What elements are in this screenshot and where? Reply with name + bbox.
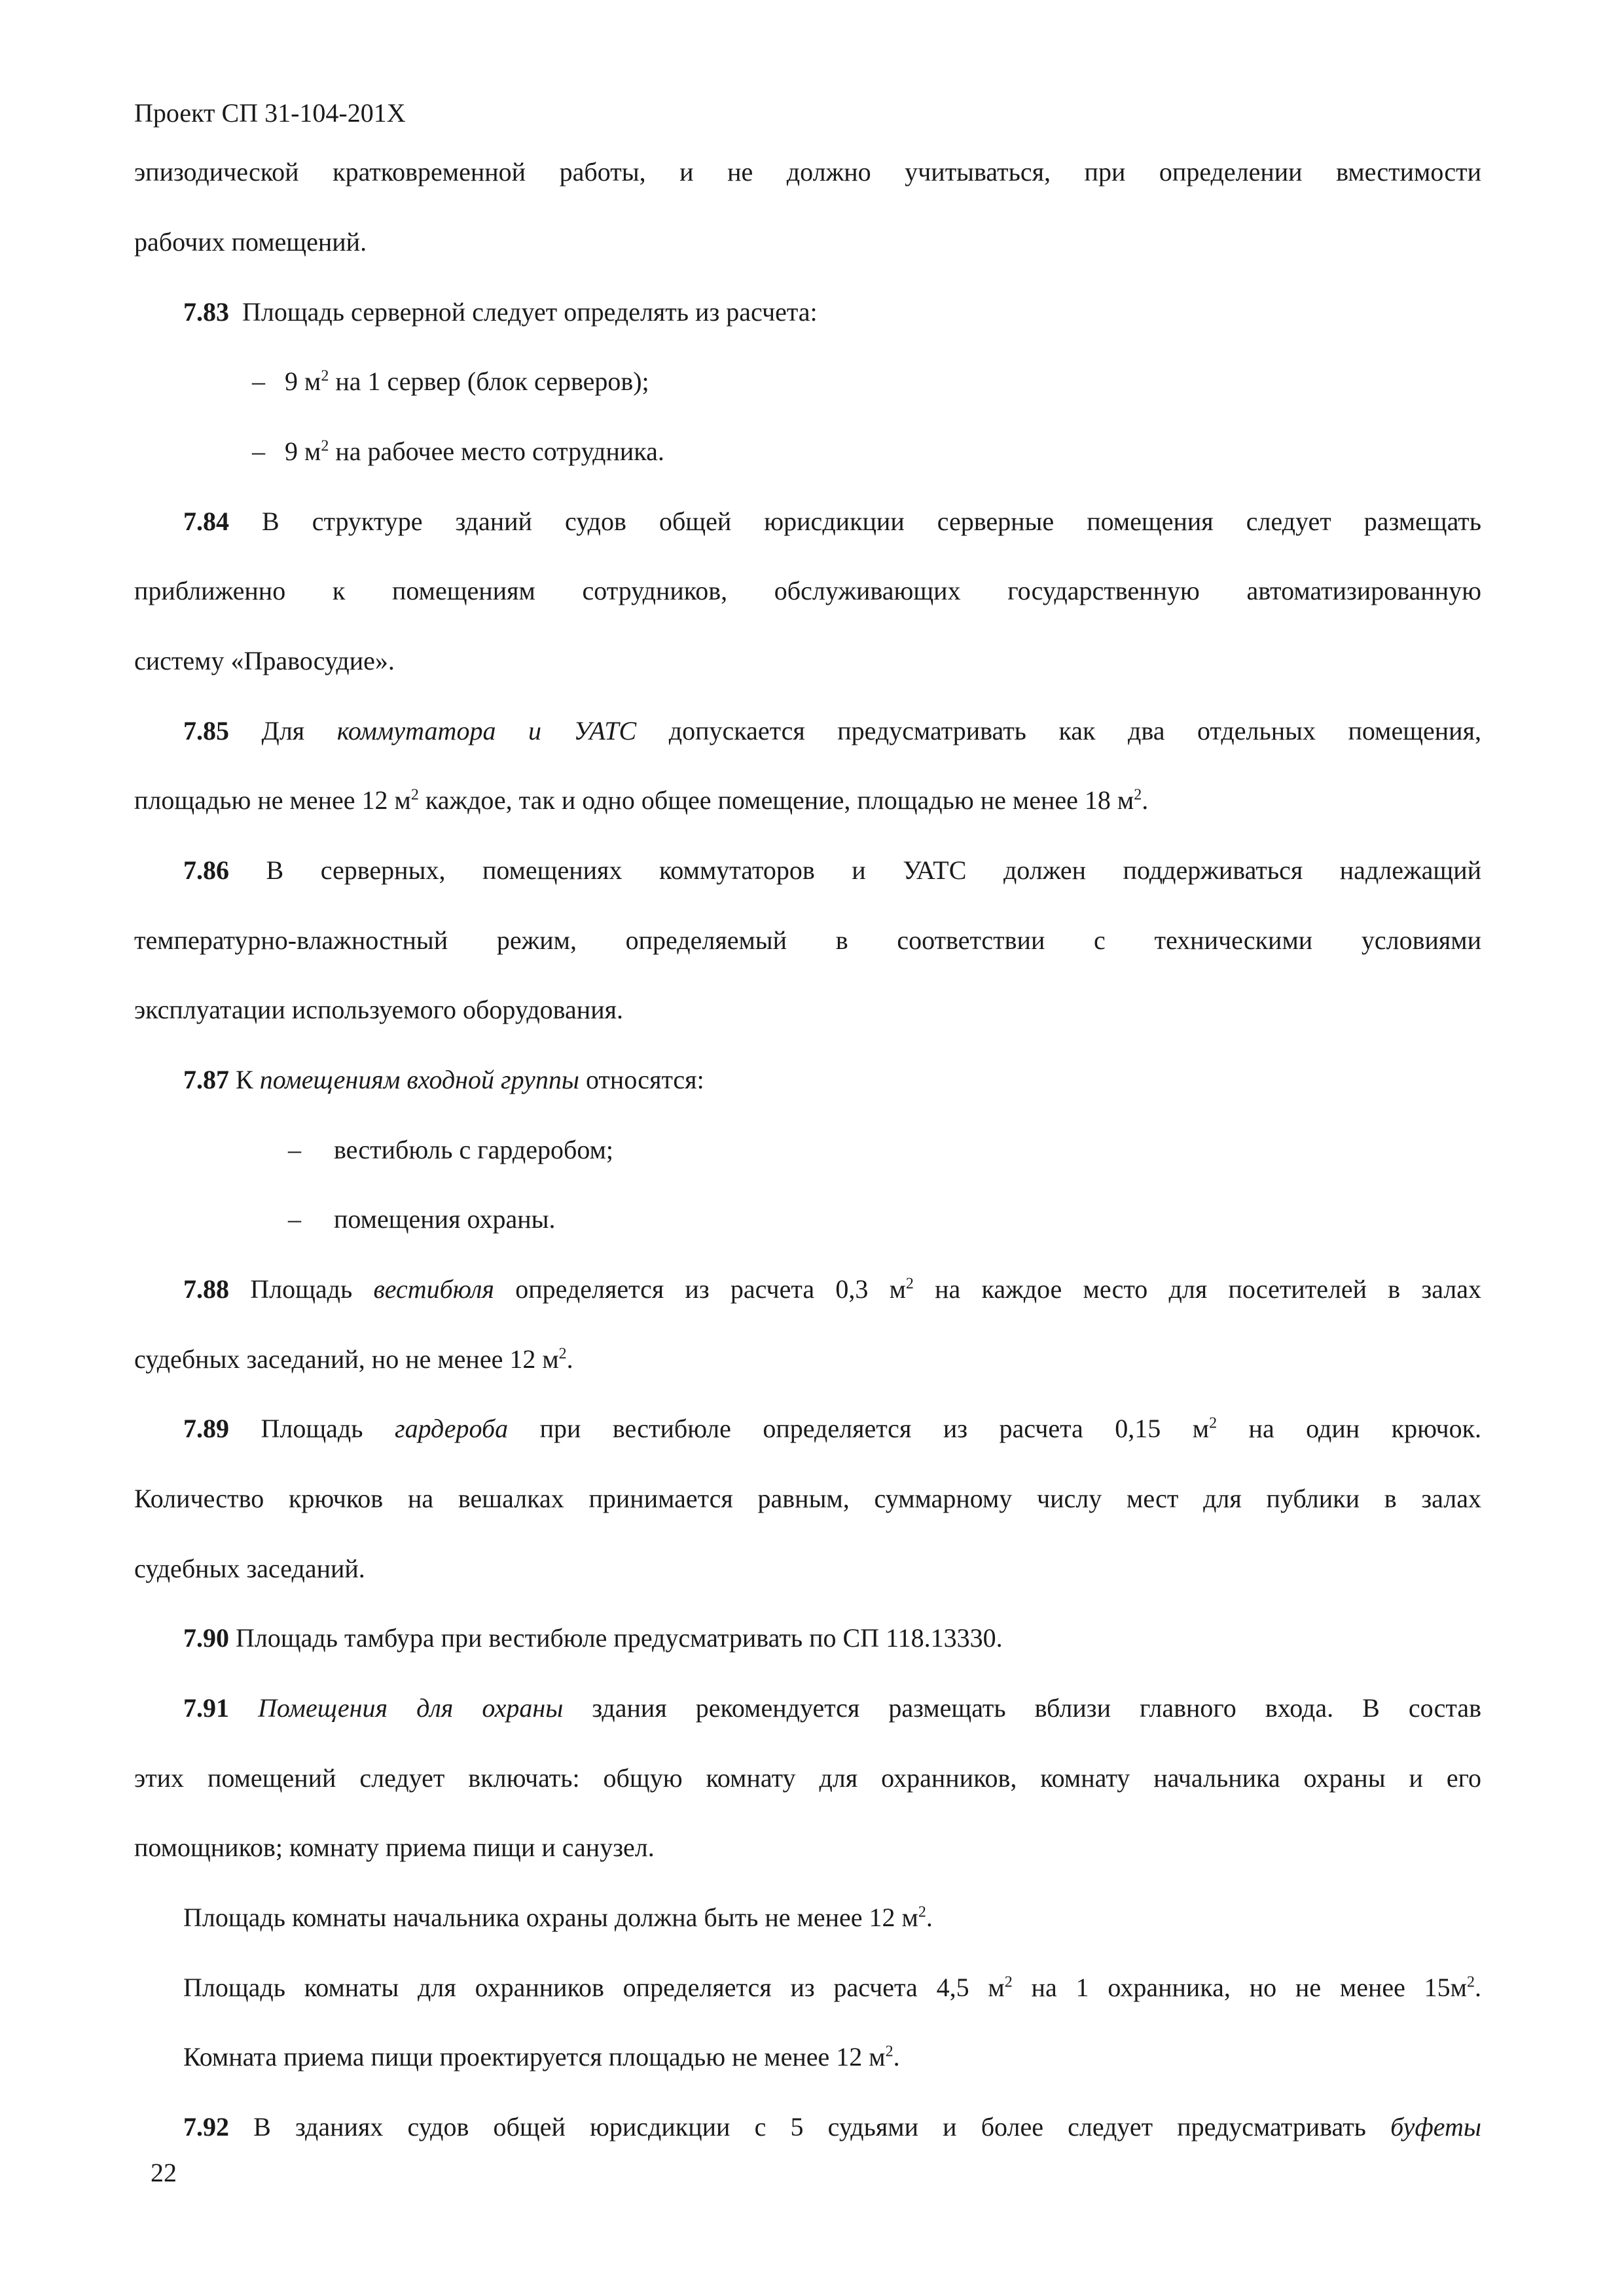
paragraph-7-86 — [183, 851, 1481, 890]
text-line: этих помещений следует включать: общую комнату для охранников, комнату начальника охраны и его — [134, 1763, 1481, 1793]
dash-marker: – — [288, 1204, 301, 1234]
text-line: судебных заседаний. — [134, 1554, 365, 1583]
dash-marker: – — [252, 437, 265, 466]
paragraph-7-90 — [183, 1619, 1481, 1658]
paragraph-7-83 — [183, 293, 1481, 332]
clause-number: 7.90 — [183, 1623, 229, 1653]
clause-number: 7.89 — [183, 1414, 229, 1443]
list-item: – 9 $м^2$ на рабочее место сотрудника. — [252, 437, 664, 466]
dash-marker: – — [252, 367, 265, 396]
clause-number: 7.87 — [183, 1065, 229, 1094]
text-line: эпизодической кратковременной работы, и не должно учитываться, при определении вместимости — [134, 157, 1481, 187]
paragraph-7-84 — [183, 502, 1481, 541]
page-number: 22 — [151, 2158, 177, 2187]
text-line: Площадь комнаты начальника охраны должна быть не менее 12 $м^2$. — [183, 1903, 933, 1932]
paragraph-7-89: 7.89 Площадь гардероба при вестибюле определяется из расчета 0,15 $м^2$ на один крючок. — [183, 1414, 1482, 1443]
clause-text: Площадь серверной следует определять из расчета: — [242, 297, 818, 327]
paragraph-7-91: 7.91 Помещения для охраны здания рекомендуется размещать вблизи главного входа. В состав — [183, 1693, 1482, 1723]
dash-marker: – — [288, 1135, 301, 1164]
text-line: эксплуатации используемого оборудования. — [134, 995, 623, 1024]
text-line: приближенно к помещениям сотрудников, обслуживающих государственную автоматизированную — [134, 576, 1481, 605]
text-line: рабочих помещений. — [134, 227, 367, 257]
text-line: площадью не менее 12 $м^2$ каждое, так и одно общее помещение, площадью не менее 18 $м^2$. — [134, 785, 1149, 815]
text-line: систему «Правосудие». — [134, 646, 395, 675]
clause-number: 7.92 — [183, 2112, 229, 2142]
text-line: Площадь комнаты для охранников определяется из расчета 4,5 $м^2$ на 1 охранника, но не менее $15м^2$. — [183, 1973, 1481, 2002]
paragraph-7-87: 7.87 К помещениям входной группы относятся: — [183, 1065, 704, 1094]
clause-text: В серверных, помещениях коммутаторов и УАТС должен поддерживаться надлежащий — [266, 855, 1482, 885]
clause-number: 7.86 — [183, 855, 229, 885]
clause-text: В структуре зданий судов общей юрисдикции серверные помещения следует размещать — [262, 507, 1482, 536]
text-line: температурно-влажностный режим, определяемый в соответствии с техническими условиями — [134, 925, 1481, 955]
clause-number: 7.88 — [183, 1274, 229, 1304]
list-item: – помещения охраны. — [288, 1204, 556, 1234]
list-item: – вестибюль с гардеробом; — [288, 1135, 613, 1164]
document-header: Проект СП 31-104-201Х — [134, 98, 406, 128]
clause-number: 7.85 — [183, 716, 229, 745]
clause-text: Площадь тамбура при вестибюле предусматривать по СП 118.13330. — [236, 1623, 1003, 1653]
text-line: помощников; комнату приема пищи и санузел. — [134, 1833, 655, 1862]
paragraph-7-85: 7.85 Для коммутатора и УАТС допускается предусматривать как два отдельных помещения, — [183, 716, 1481, 745]
text-line: Количество крючков на вешалках принимается равным, суммарному числу мест для публики в залах — [134, 1484, 1481, 1513]
paragraph-7-88: 7.88 Площадь вестибюля определяется из расчета 0,3 $м^2$ на каждое место для посетителей в залах — [183, 1274, 1482, 1304]
clause-number: 7.84 — [183, 507, 229, 536]
paragraph-7-92: 7.92 В зданиях судов общей юрисдикции с 5 судьями и более следует предусматривать буфеты — [183, 2112, 1482, 2142]
clause-number: 7.83 — [183, 297, 229, 327]
text-line: судебных заседаний, но не менее 12 $м^2$. — [134, 1344, 573, 1374]
list-item: – 9 $м^2$ на 1 сервер (блок серверов); — [252, 367, 649, 396]
clause-number: 7.91 — [183, 1693, 229, 1723]
text-line: Комната приема пищи проектируется площадью не менее 12 $м^2$. — [183, 2042, 900, 2072]
